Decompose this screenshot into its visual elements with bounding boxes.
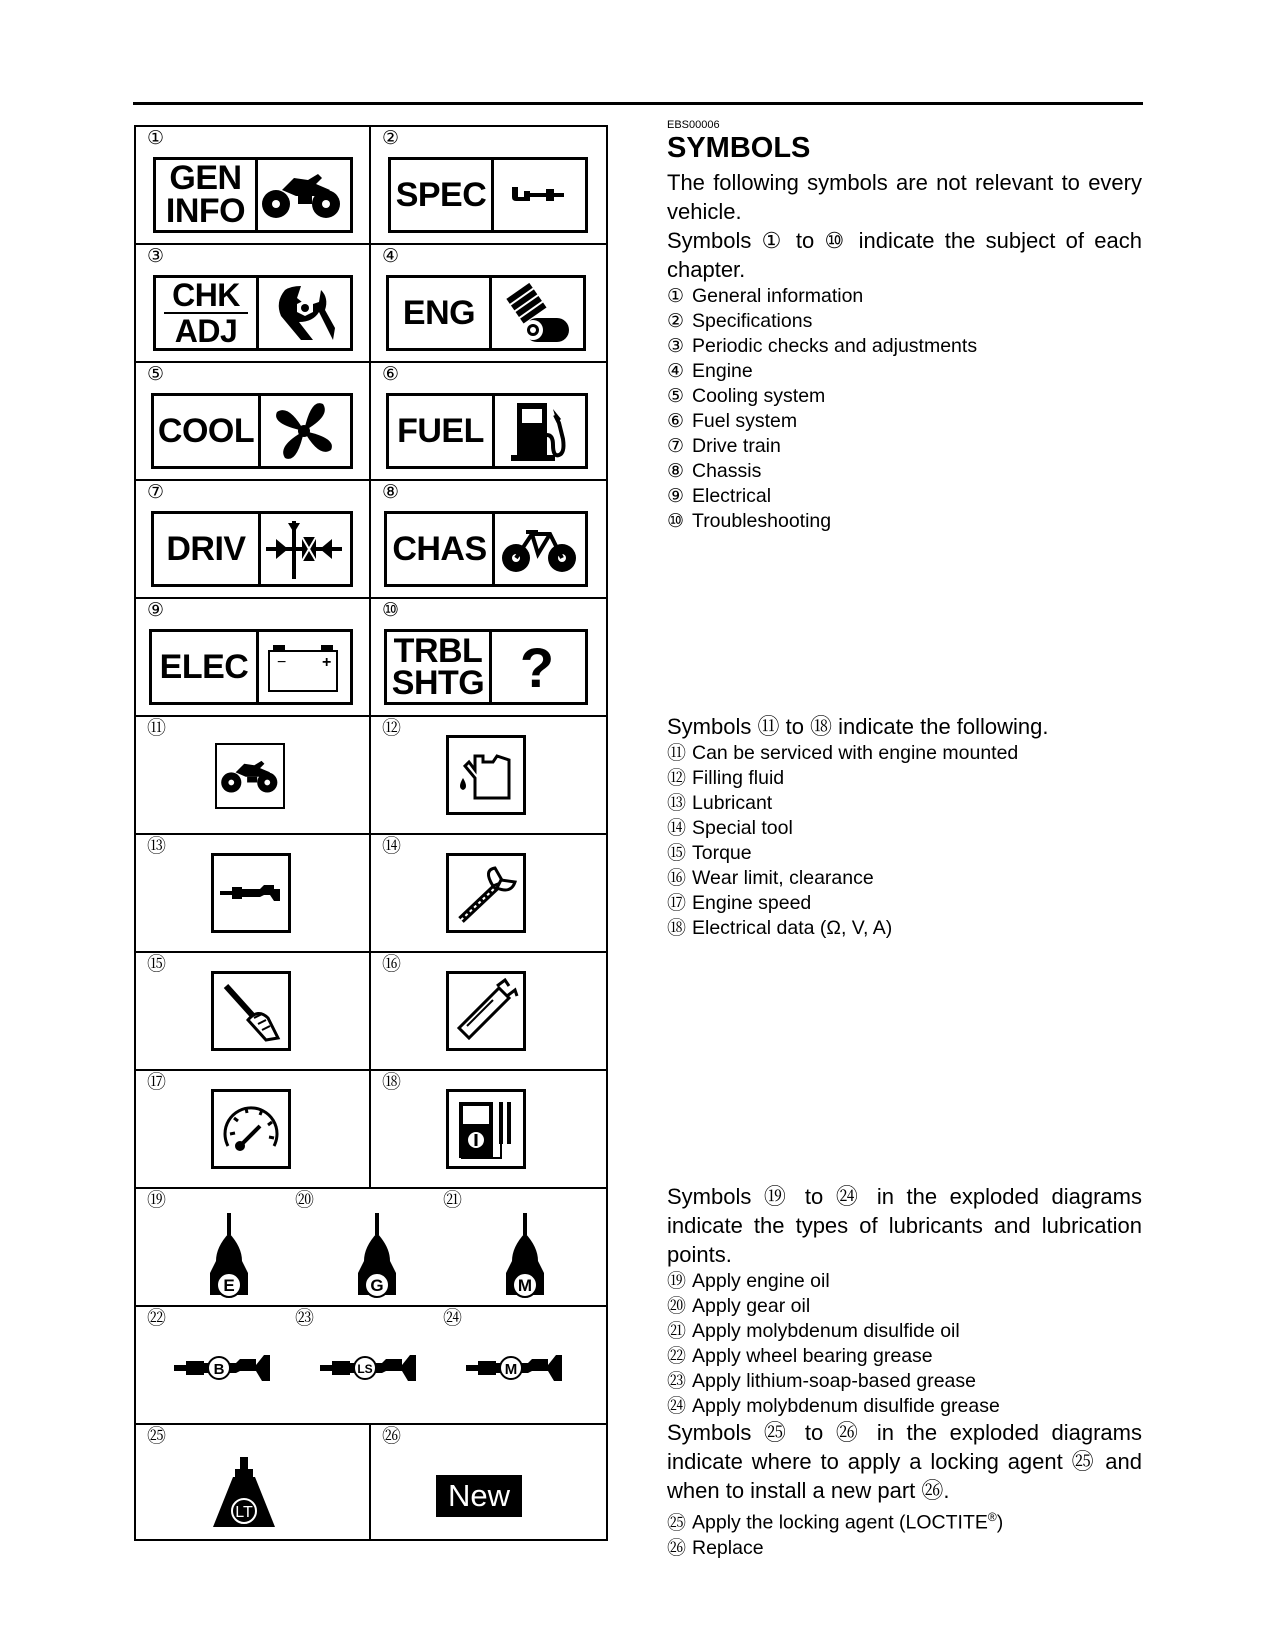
grease-letter: M bbox=[504, 1361, 518, 1378]
item-label: Torque bbox=[692, 842, 752, 864]
list-item bbox=[667, 359, 1142, 384]
fuel-badge bbox=[386, 393, 588, 469]
intro-paragraph: The following symbols are not relevant to every vehicle. bbox=[667, 170, 1142, 224]
item-number: ⑥ bbox=[667, 411, 685, 432]
symbol-number: ② bbox=[382, 128, 400, 149]
item-label: Engine speed bbox=[692, 892, 812, 914]
symbol-cell-3 bbox=[136, 245, 371, 361]
symbol-number: ㉒ bbox=[147, 1308, 167, 1329]
list-item bbox=[667, 1394, 1142, 1419]
item-number: ⑮ bbox=[667, 843, 687, 864]
list-item bbox=[667, 434, 1142, 459]
item-number: ⑧ bbox=[667, 461, 685, 482]
item-label: Apply molybdenum disulfide oil bbox=[692, 1320, 960, 1342]
badge-line: SPEC bbox=[395, 175, 487, 214]
registered-mark: ® bbox=[987, 1510, 997, 1524]
symbol-number: ⑧ bbox=[382, 482, 400, 503]
symbol-number: ⑪ bbox=[147, 718, 167, 739]
symbol-cell-26 bbox=[371, 1425, 606, 1539]
locking-agent-icon bbox=[209, 1457, 279, 1534]
locking-symbol-list bbox=[667, 1505, 1142, 1561]
section-symbols-19-24 bbox=[667, 1182, 1142, 1419]
moly-grease-icon bbox=[466, 1351, 566, 1390]
item-label: Electrical bbox=[692, 485, 772, 507]
lt-letter: LT bbox=[235, 1504, 253, 1521]
item-label-close: ) bbox=[996, 1511, 1004, 1534]
item-label: Replace bbox=[692, 1536, 764, 1559]
list-item bbox=[667, 1344, 1142, 1369]
list-item bbox=[667, 509, 1142, 534]
list-item bbox=[667, 1319, 1142, 1344]
badge-line: INFO bbox=[165, 192, 246, 230]
battery-minus-label: − bbox=[276, 654, 286, 671]
list-item bbox=[667, 816, 1142, 841]
lubricant-icon bbox=[211, 853, 291, 933]
grid-row bbox=[136, 481, 606, 599]
section-intro: Symbols ⑪ to ⑱ indicate the following. bbox=[667, 714, 1049, 739]
badge-text bbox=[156, 160, 258, 230]
list-item bbox=[667, 284, 1142, 309]
item-number: ④ bbox=[667, 361, 685, 382]
badge-text bbox=[154, 396, 261, 466]
grid-row bbox=[136, 599, 606, 717]
trbl-shtg-badge bbox=[384, 629, 588, 705]
symbol-cell-1 bbox=[136, 127, 371, 243]
badge-line: CHAS bbox=[392, 529, 487, 568]
intro-block bbox=[667, 168, 1142, 534]
gen-info-badge bbox=[153, 157, 353, 233]
badge-line: ENG bbox=[402, 293, 476, 332]
fuel-pump-icon bbox=[492, 396, 585, 466]
list-item bbox=[667, 916, 1142, 941]
drive-train-icon bbox=[258, 514, 350, 584]
grease-letter: LS bbox=[357, 1362, 373, 1376]
symbol-cell-15 bbox=[136, 953, 371, 1069]
oil-letter: E bbox=[223, 1276, 235, 1295]
item-label: Apply engine oil bbox=[692, 1270, 830, 1292]
item-number: ⑯ bbox=[667, 868, 687, 889]
symbols-header bbox=[667, 119, 1142, 164]
item-number: ⑭ bbox=[667, 818, 687, 839]
page-title: SYMBOLS bbox=[667, 132, 811, 164]
grid-row bbox=[136, 1071, 606, 1189]
item-number: ㉕ bbox=[667, 1512, 687, 1534]
list-item bbox=[667, 384, 1142, 409]
grid-row bbox=[136, 1425, 606, 1539]
list-item bbox=[667, 459, 1142, 484]
fan-icon bbox=[258, 396, 350, 466]
badge-text bbox=[156, 278, 259, 348]
item-number: ⑰ bbox=[667, 893, 687, 914]
item-number: ⑨ bbox=[667, 486, 685, 507]
item-number: ⑳ bbox=[667, 1296, 687, 1317]
list-item bbox=[667, 1505, 1142, 1536]
tool-symbol-list bbox=[667, 741, 1142, 941]
oil-can-icon bbox=[446, 735, 526, 815]
grid-row bbox=[136, 1189, 606, 1307]
cool-badge bbox=[151, 393, 353, 469]
symbol-number: ㉕ bbox=[147, 1426, 167, 1447]
symbol-number: ㉔ bbox=[443, 1308, 463, 1329]
list-item bbox=[667, 309, 1142, 334]
list-item bbox=[667, 866, 1142, 891]
item-number: ⑬ bbox=[667, 793, 687, 814]
item-label: Apply lithium-soap-based grease bbox=[692, 1370, 976, 1392]
symbol-number: ⑦ bbox=[147, 482, 165, 503]
item-label: General information bbox=[692, 285, 864, 307]
section-intro: Symbols ㉕ to ㉖ in the exploded diagrams indicate where to apply a locking agent ㉕ and when to install a new part ㉖. bbox=[667, 1420, 1142, 1503]
badge-text bbox=[389, 396, 495, 466]
item-number: ㉔ bbox=[667, 1396, 687, 1417]
lubricant-gun-icon bbox=[490, 160, 585, 230]
grid-row bbox=[136, 717, 606, 835]
engine-mounted-icon bbox=[215, 743, 285, 809]
item-number: ③ bbox=[667, 336, 685, 357]
symbol-cell-2 bbox=[371, 127, 606, 243]
engine-icon bbox=[488, 278, 583, 348]
grid-row bbox=[136, 953, 606, 1071]
symbol-number: ⑨ bbox=[147, 600, 165, 621]
list-item bbox=[667, 741, 1142, 766]
item-label: Electrical data (Ω, V, A) bbox=[692, 917, 893, 939]
symbol-number: ⑬ bbox=[147, 836, 167, 857]
atv-icon bbox=[254, 160, 350, 230]
list-item bbox=[667, 766, 1142, 791]
item-label: Specifications bbox=[692, 310, 813, 332]
symbol-number: ⑰ bbox=[147, 1072, 167, 1093]
symbol-number: ㉖ bbox=[382, 1426, 402, 1447]
item-label: Can be serviced with engine mounted bbox=[692, 742, 1019, 764]
item-number: ② bbox=[667, 311, 685, 332]
list-item bbox=[667, 1269, 1142, 1294]
grid-row bbox=[136, 363, 606, 481]
badge-text bbox=[391, 160, 494, 230]
item-number: ⑪ bbox=[667, 743, 687, 764]
badge-line: ELEC bbox=[159, 647, 249, 686]
symbol-number: ⑳ bbox=[295, 1190, 315, 1211]
list-item bbox=[667, 334, 1142, 359]
chk-adj-badge bbox=[153, 275, 353, 351]
item-label: Periodic checks and adjustments bbox=[692, 335, 978, 357]
question-mark-icon: ? bbox=[519, 635, 555, 699]
symbol-grid bbox=[134, 125, 608, 1541]
symbol-cell-16 bbox=[371, 953, 606, 1069]
symbol-cell-18 bbox=[371, 1071, 606, 1187]
torque-wrench-icon bbox=[211, 971, 291, 1051]
symbol-cell-11 bbox=[136, 717, 371, 833]
symbol-cell-13 bbox=[136, 835, 371, 951]
symbol-number: ⑲ bbox=[147, 1190, 167, 1211]
symbol-number: ① bbox=[147, 128, 165, 149]
list-item bbox=[667, 1369, 1142, 1394]
oil-letter: M bbox=[517, 1276, 533, 1295]
eng-badge bbox=[386, 275, 586, 351]
moly-oil-icon bbox=[502, 1211, 548, 1306]
symbol-number: ⑮ bbox=[147, 954, 167, 975]
symbol-cell-12 bbox=[371, 717, 606, 833]
badge-line: TRBL bbox=[393, 632, 483, 670]
symbol-cell-9 bbox=[136, 599, 371, 715]
item-number: ⑲ bbox=[667, 1271, 687, 1292]
list-item bbox=[667, 1536, 1142, 1561]
oil-letter: G bbox=[370, 1276, 384, 1295]
section-intro: Symbols ⑲ to ㉔ in the exploded diagrams indicate the types of lubricants and lubrication points. bbox=[667, 1184, 1142, 1267]
chas-badge bbox=[384, 511, 588, 587]
spec-badge bbox=[388, 157, 588, 233]
symbol-cell-8 bbox=[371, 481, 606, 597]
item-label: Apply wheel bearing grease bbox=[692, 1345, 933, 1367]
badge-line: ADJ bbox=[174, 313, 238, 349]
item-label: Wear limit, clearance bbox=[692, 867, 874, 889]
battery-plus-label: + bbox=[321, 654, 331, 671]
grid-row bbox=[136, 1307, 606, 1425]
symbol-cell-5 bbox=[136, 363, 371, 479]
elec-badge bbox=[149, 629, 353, 705]
symbol-cell-10 bbox=[371, 599, 606, 715]
item-label: Lubricant bbox=[692, 792, 773, 814]
symbol-number: ㉑ bbox=[443, 1190, 463, 1211]
item-number: ⑤ bbox=[667, 386, 685, 407]
item-label: Apply gear oil bbox=[692, 1295, 811, 1317]
battery-icon bbox=[255, 632, 350, 702]
top-rule bbox=[133, 102, 1143, 105]
list-item bbox=[667, 891, 1142, 916]
multimeter-icon bbox=[446, 1089, 526, 1169]
badge-text bbox=[152, 632, 259, 702]
item-number: ㉒ bbox=[667, 1346, 687, 1367]
grid-row bbox=[136, 835, 606, 953]
list-item bbox=[667, 841, 1142, 866]
item-number: ⑩ bbox=[667, 511, 685, 532]
badge-line: FUEL bbox=[397, 411, 484, 450]
badge-line: DRIV bbox=[166, 529, 246, 568]
symbol-number: ⑤ bbox=[147, 364, 165, 385]
symbol-number: ⑭ bbox=[382, 836, 402, 857]
item-number: ㉑ bbox=[667, 1321, 687, 1342]
section-code: EBS00006 bbox=[667, 119, 720, 131]
item-label: Troubleshooting bbox=[692, 510, 832, 532]
item-label: Filling fluid bbox=[692, 767, 785, 789]
item-label: Chassis bbox=[692, 460, 762, 482]
badge-line: COOL bbox=[157, 411, 255, 450]
badge-text bbox=[387, 514, 495, 584]
list-item bbox=[667, 484, 1142, 509]
symbol-cell-25 bbox=[136, 1425, 371, 1539]
new-part-badge: New bbox=[436, 1475, 522, 1517]
badge-text bbox=[154, 514, 261, 584]
driv-badge bbox=[151, 511, 353, 587]
gear-oil-icon bbox=[354, 1211, 400, 1306]
symbol-cell-14 bbox=[371, 835, 606, 951]
item-label: Engine bbox=[692, 360, 753, 382]
chapter-intro: Symbols ① to ⑩ indicate the subject of each chapter. bbox=[667, 228, 1142, 282]
symbol-cell-7 bbox=[136, 481, 371, 597]
item-number: ㉖ bbox=[667, 1537, 687, 1559]
lubricant-symbol-list bbox=[667, 1269, 1142, 1419]
item-number: ⑦ bbox=[667, 436, 685, 457]
list-item bbox=[667, 409, 1142, 434]
badge-line: SHTG bbox=[391, 664, 485, 702]
section-symbols-25-26 bbox=[667, 1418, 1142, 1561]
item-label: Apply molybdenum disulfide grease bbox=[692, 1395, 1000, 1417]
symbol-number: ⑩ bbox=[382, 600, 400, 621]
grid-row bbox=[136, 245, 606, 363]
special-tool-icon bbox=[446, 853, 526, 933]
symbol-number: ⑱ bbox=[382, 1072, 402, 1093]
chassis-icon bbox=[492, 514, 585, 584]
list-item bbox=[667, 1294, 1142, 1319]
lithium-grease-icon bbox=[320, 1351, 420, 1390]
chapter-list bbox=[667, 284, 1142, 534]
symbol-cell-17 bbox=[136, 1071, 371, 1187]
caliper-icon bbox=[446, 971, 526, 1051]
item-label: Drive train bbox=[692, 435, 781, 457]
tachometer-icon bbox=[211, 1089, 291, 1169]
item-label: Fuel system bbox=[692, 410, 798, 432]
badge-line: CHK bbox=[172, 277, 240, 313]
item-number: ㉓ bbox=[667, 1371, 687, 1392]
grid-row bbox=[136, 127, 606, 245]
item-number: ⑫ bbox=[667, 768, 687, 789]
symbol-number: ⑫ bbox=[382, 718, 402, 739]
badge-line: GEN bbox=[169, 159, 242, 197]
badge-text bbox=[389, 278, 492, 348]
item-label: Apply the locking agent (LOCTITE bbox=[692, 1511, 988, 1534]
engine-oil-icon bbox=[206, 1211, 252, 1306]
wheel-bearing-grease-icon bbox=[174, 1351, 274, 1390]
grease-letter: B bbox=[213, 1361, 225, 1378]
symbol-cell-6 bbox=[371, 363, 606, 479]
item-number: ① bbox=[667, 286, 685, 307]
symbol-number: ③ bbox=[147, 246, 165, 267]
symbol-cell-4 bbox=[371, 245, 606, 361]
item-label: Special tool bbox=[692, 817, 793, 839]
wrench-nut-icon bbox=[255, 278, 350, 348]
symbol-number: ⑥ bbox=[382, 364, 400, 385]
section-symbols-11-18 bbox=[667, 712, 1142, 941]
badge-text bbox=[387, 632, 492, 702]
symbol-number: ㉓ bbox=[295, 1308, 315, 1329]
item-number: ⑱ bbox=[667, 918, 687, 939]
symbol-number: ④ bbox=[382, 246, 400, 267]
symbol-number: ⑯ bbox=[382, 954, 402, 975]
item-label: Cooling system bbox=[692, 385, 826, 407]
list-item bbox=[667, 791, 1142, 816]
